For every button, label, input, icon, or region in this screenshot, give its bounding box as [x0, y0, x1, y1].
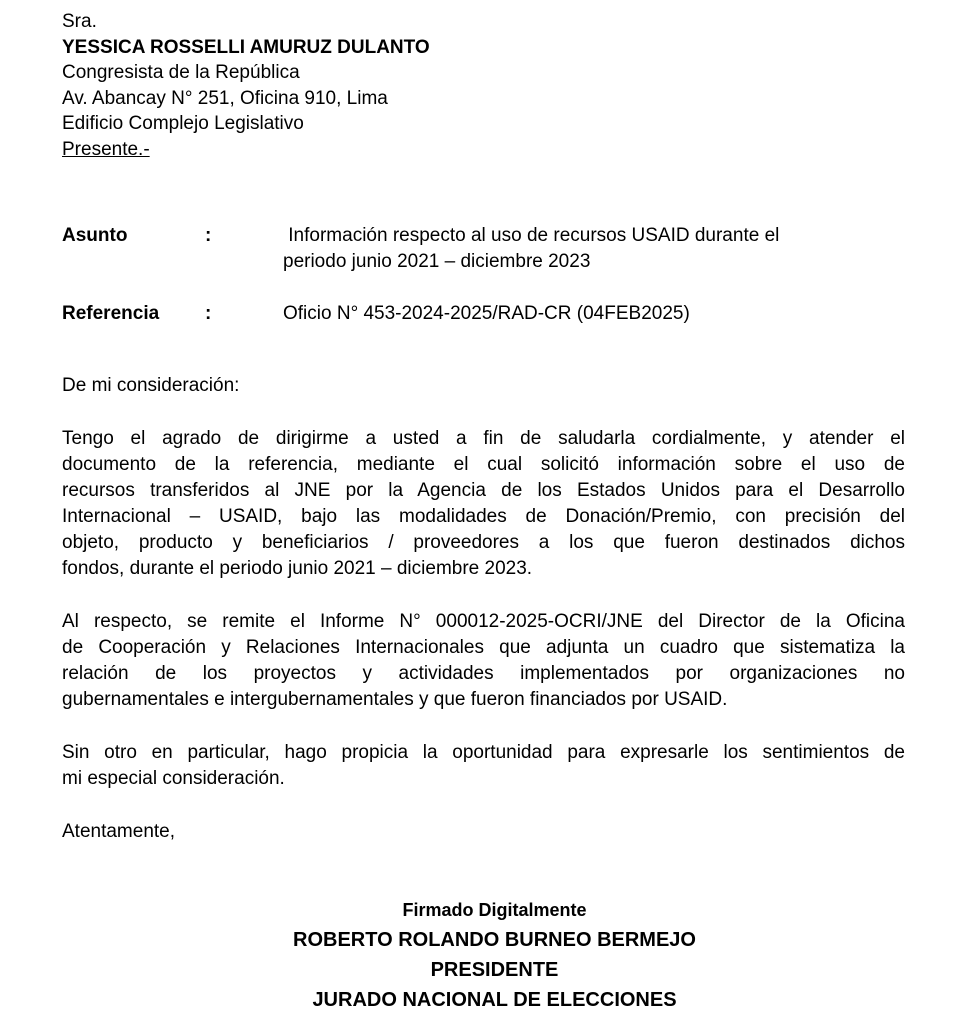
- reference-colon: :: [205, 303, 212, 324]
- body-paragraph-2: [62, 609, 905, 713]
- subject-value: [283, 223, 905, 275]
- subject-colon: :: [205, 225, 212, 246]
- paragraph-line: Tengo el agrado de dirigirme a usted a fin de saludarla cordialmente, y atender el: [62, 428, 905, 449]
- signature-method: Firmado Digitalmente: [402, 900, 587, 920]
- paragraph-line: Al respecto, se remite el Informe N° 000012-2025-OCRI/JNE del Director de la Oficina: [62, 611, 905, 632]
- signature-institution: JURADO NACIONAL DE ELECCIONES: [312, 989, 677, 1011]
- recipient-name: YESSICA ROSSELLI AMURUZ DULANTO: [62, 36, 430, 58]
- paragraph-line: objeto, producto y beneficiarios / proveedores a los que fueron destinados dichos: [62, 532, 905, 553]
- paragraph-line: Sin otro en particular, hago propicia la oportunidad para expresarle los sentimientos de: [62, 742, 905, 763]
- recipient-block: [62, 9, 905, 162]
- signature-name: ROBERTO ROLANDO BURNEO BERMEJO: [293, 929, 696, 951]
- signature-block: [84, 895, 905, 1015]
- paragraph-line: relación de los proyectos y actividades implementados por organizaciones no: [62, 663, 905, 684]
- paragraph-line: fondos, durante el periodo junio 2021 – diciembre 2023.: [62, 558, 533, 579]
- reference-value: Oficio N° 453-2024-2025/RAD-CR (04FEB2025): [283, 303, 690, 324]
- body-paragraph-3: [62, 740, 905, 792]
- subject-label: Asunto: [62, 225, 128, 246]
- reference-row: [62, 301, 905, 327]
- paragraph-line: documento de la referencia, mediante el cual solicitó información sobre el uso de: [62, 454, 905, 475]
- recipient-building: Edificio Complejo Legislativo: [62, 113, 304, 134]
- recipient-presente: Presente.-: [62, 138, 150, 160]
- paragraph-line: mi especial consideración.: [62, 768, 285, 789]
- body-paragraph-1: [62, 426, 905, 582]
- subject-value-line-2: periodo junio 2021 – diciembre 2023: [283, 251, 591, 272]
- paragraph-line: recursos transferidos al JNE por la Agencia de los Estados Unidos para el Desarrollo: [62, 480, 905, 501]
- recipient-salutation: Sra.: [62, 11, 97, 32]
- paragraph-line: de Cooperación y Relaciones Internacionales que adjunta un cuadro que sistematiza la: [62, 637, 905, 658]
- recipient-title: Congresista de la República: [62, 62, 300, 83]
- recipient-address: Av. Abancay N° 251, Oficina 910, Lima: [62, 87, 388, 109]
- paragraph-line: Internacional – USAID, bajo las modalidades de Donación/Premio, con precisión del: [62, 506, 905, 527]
- signature-position: PRESIDENTE: [430, 959, 559, 981]
- greeting: De mi consideración:: [62, 375, 240, 396]
- subject-row: [62, 223, 905, 275]
- paragraph-line: gubernamentales e intergubernamentales y que fueron financiados por USAID.: [62, 689, 728, 710]
- subject-value-line-1: Información respecto al uso de recursos USAID durante el: [283, 225, 780, 246]
- reference-label: Referencia: [62, 303, 160, 324]
- closing: Atentamente,: [62, 821, 176, 842]
